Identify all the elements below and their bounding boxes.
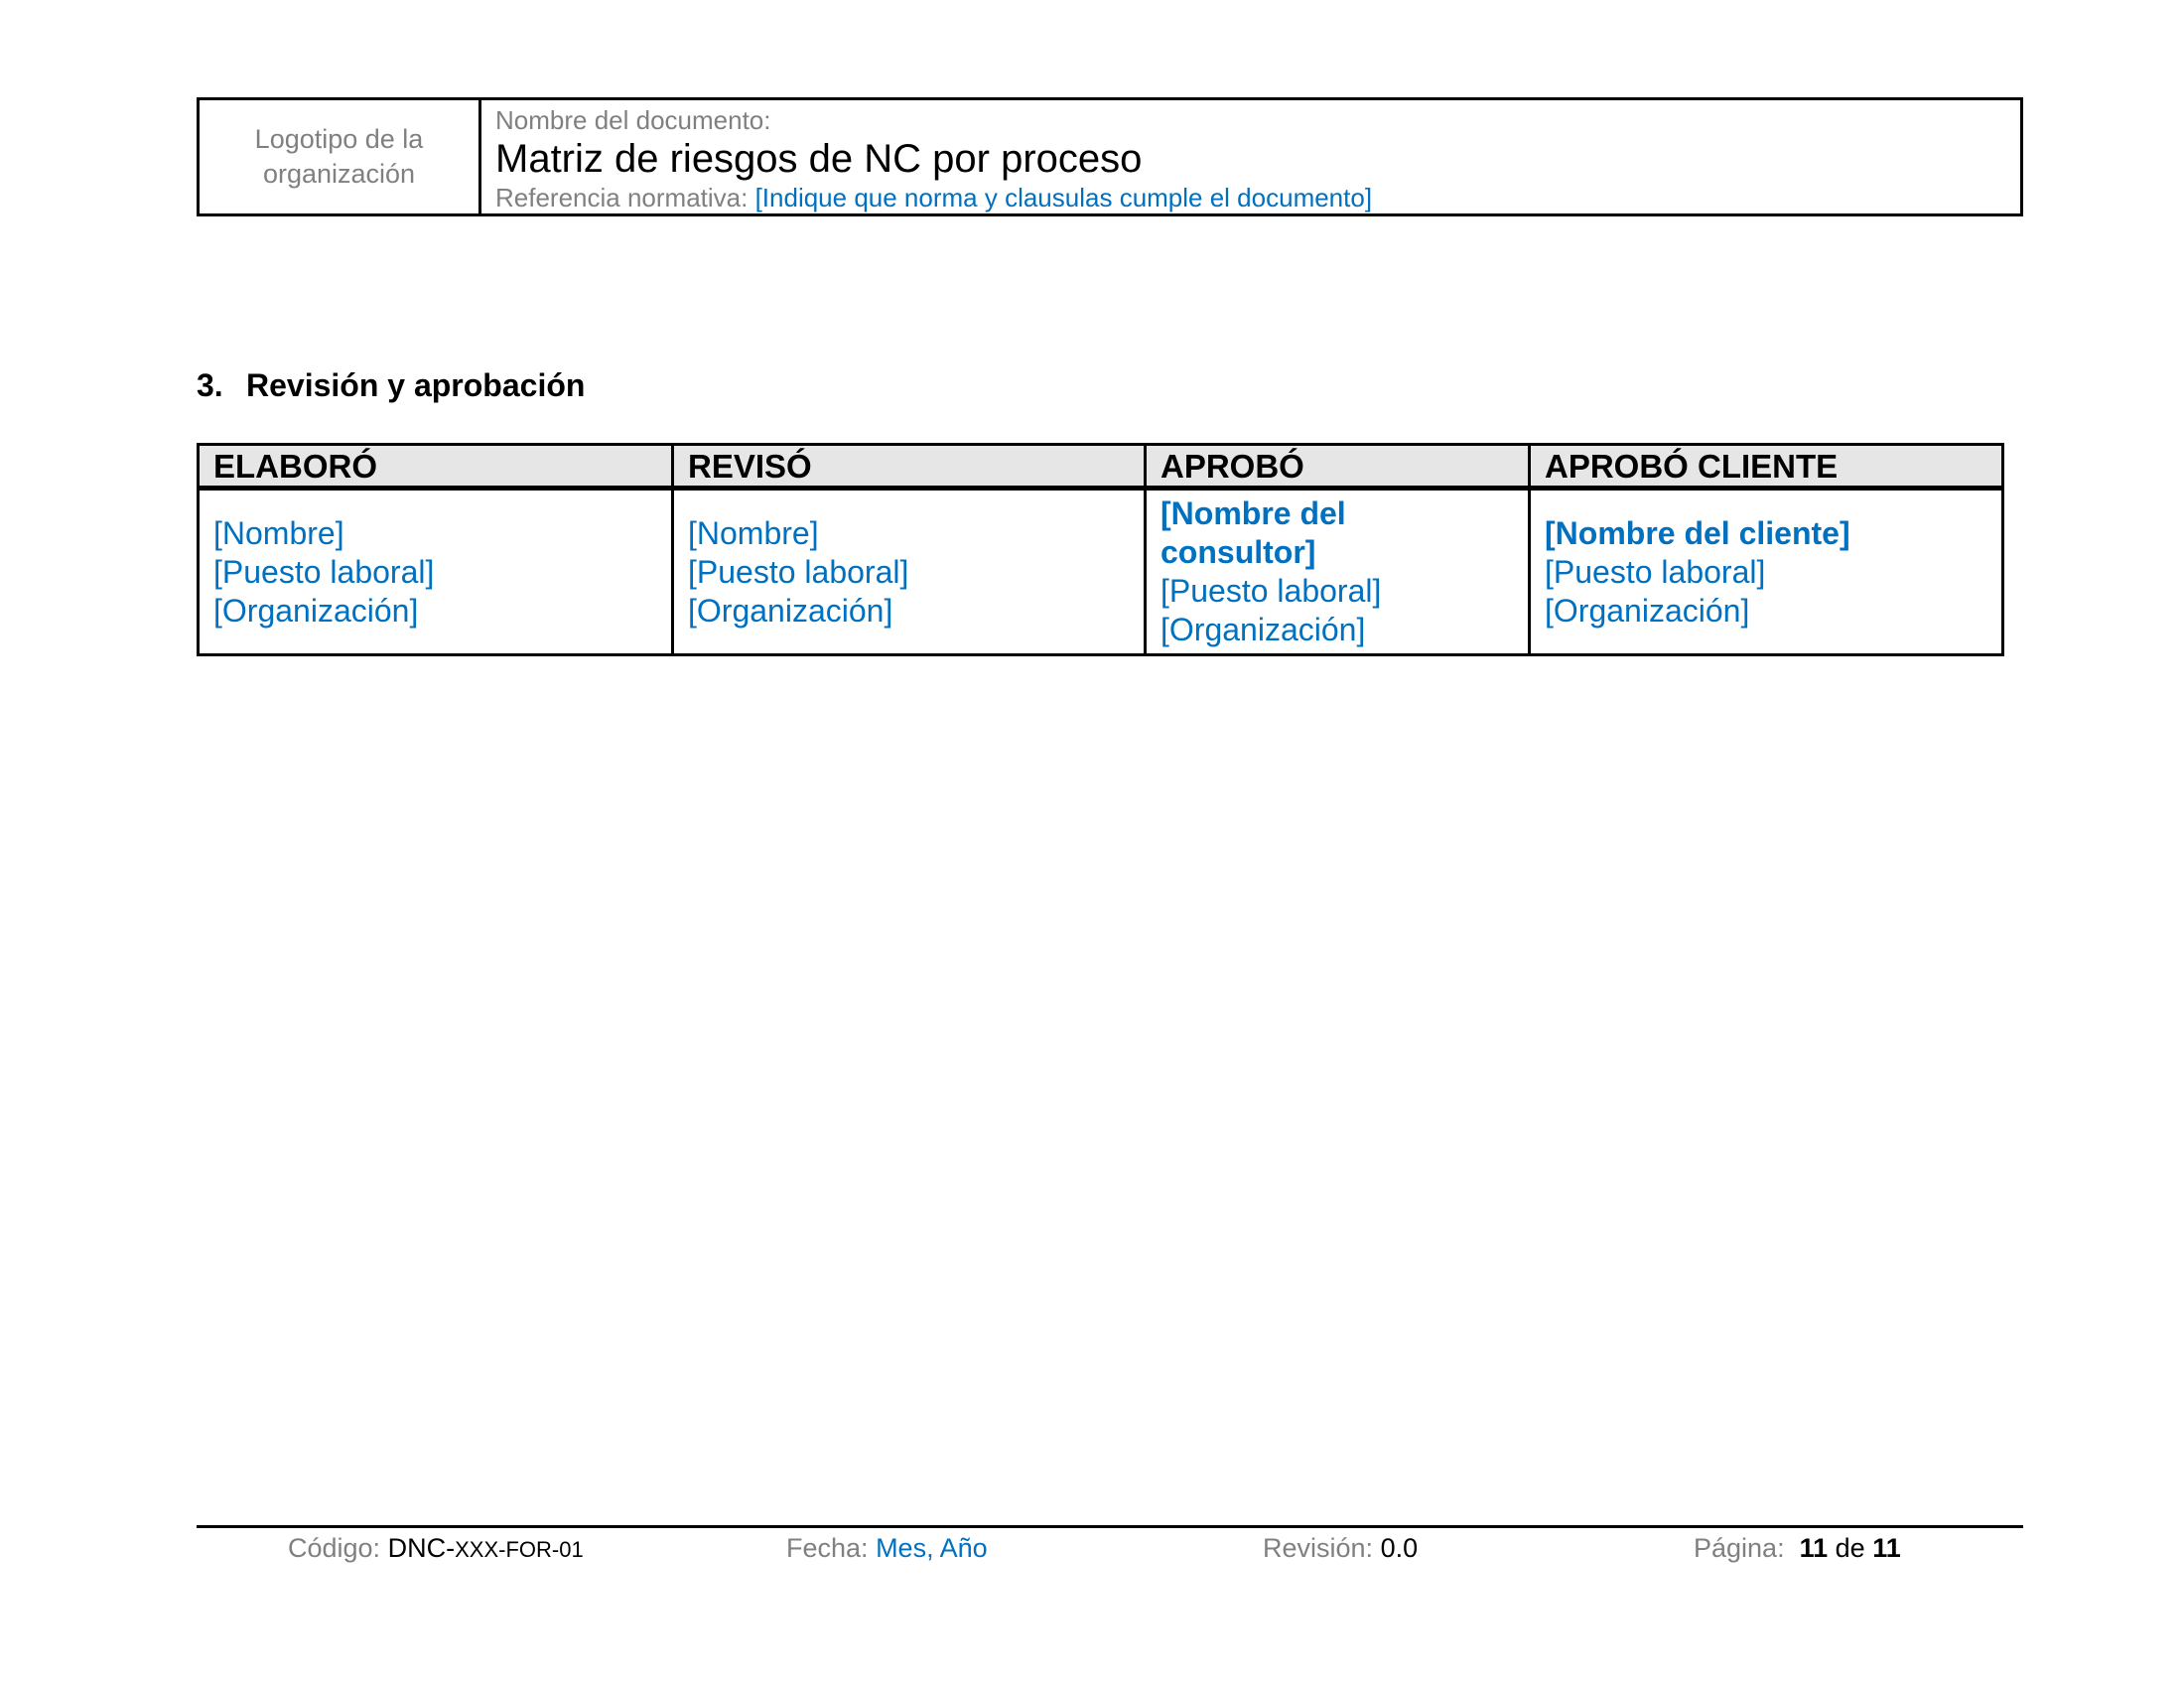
section-heading — [197, 367, 585, 404]
footer-page-label: Página: — [1694, 1533, 1785, 1563]
footer-divider — [197, 1525, 2023, 1528]
footer-page-total: 11 — [1872, 1533, 1901, 1563]
aprobo-cliente-position: [Puesto laboral] — [1545, 553, 1766, 590]
approval-table — [197, 443, 2004, 656]
cell-elaboro — [199, 489, 673, 655]
cell-aprobo-cliente — [1530, 489, 2003, 655]
reviso-position: [Puesto laboral] — [688, 553, 909, 590]
footer-code-suffix: XXX-FOR-01 — [455, 1537, 584, 1562]
aprobo-name-line-2: consultor] — [1160, 534, 1316, 570]
footer-page-of: de — [1835, 1533, 1865, 1563]
header-reviso: REVISÓ — [673, 445, 1146, 489]
cell-aprobo — [1146, 489, 1530, 655]
header-aprobo: APROBÓ — [1146, 445, 1530, 489]
header-aprobo-cliente: APROBÓ CLIENTE — [1530, 445, 2003, 489]
footer-revision-label: Revisión: — [1263, 1533, 1374, 1563]
document-name-label: Nombre del documento: — [495, 105, 771, 135]
elaboro-organization: [Organización] — [213, 592, 419, 629]
footer-date — [786, 1531, 988, 1565]
document-title-block — [481, 100, 2020, 213]
elaboro-position: [Puesto laboral] — [213, 553, 435, 590]
footer-date-label: Fecha: — [786, 1533, 869, 1563]
logo-text-line-1: Logotipo de la — [254, 124, 424, 154]
approval-table-header-row — [199, 445, 2003, 489]
section-title: Revisión y aprobación — [246, 367, 586, 403]
logo-text-line-2: organización — [262, 159, 416, 189]
approval-table-row — [199, 489, 2003, 655]
footer-date-value: Mes, Año — [876, 1533, 988, 1563]
aprobo-cliente-name: [Nombre del cliente] — [1545, 514, 1850, 551]
normative-reference — [495, 182, 2006, 213]
logo-placeholder — [200, 100, 481, 213]
footer-code — [288, 1531, 584, 1567]
normative-reference-label: Referencia normativa: — [495, 183, 749, 212]
document-title: Matriz de riesgos de NC por proceso — [495, 137, 1143, 181]
aprobo-organization: [Organización] — [1160, 612, 1366, 647]
footer-revision — [1263, 1531, 1418, 1565]
section-number: 3. — [197, 367, 223, 403]
aprobo-position: [Puesto laboral] — [1160, 573, 1382, 609]
footer-page-current: 11 — [1799, 1533, 1829, 1563]
footer-page — [1694, 1531, 1901, 1565]
header-elaboro: ELABORÓ — [199, 445, 673, 489]
footer-code-prefix: DNC- — [387, 1533, 456, 1563]
footer-code-label: Código: — [288, 1533, 381, 1563]
document-header — [197, 97, 2023, 216]
cell-reviso — [673, 489, 1146, 655]
normative-reference-value: [Indique que norma y clausulas cumple el documento] — [754, 183, 1373, 212]
reviso-name: [Nombre] — [688, 514, 819, 551]
elaboro-name: [Nombre] — [213, 514, 344, 551]
reviso-organization: [Organización] — [688, 592, 893, 629]
footer-revision-value: 0.0 — [1380, 1533, 1419, 1563]
aprobo-name-line-1: [Nombre del — [1160, 495, 1346, 531]
aprobo-cliente-organization: [Organización] — [1545, 592, 1750, 629]
